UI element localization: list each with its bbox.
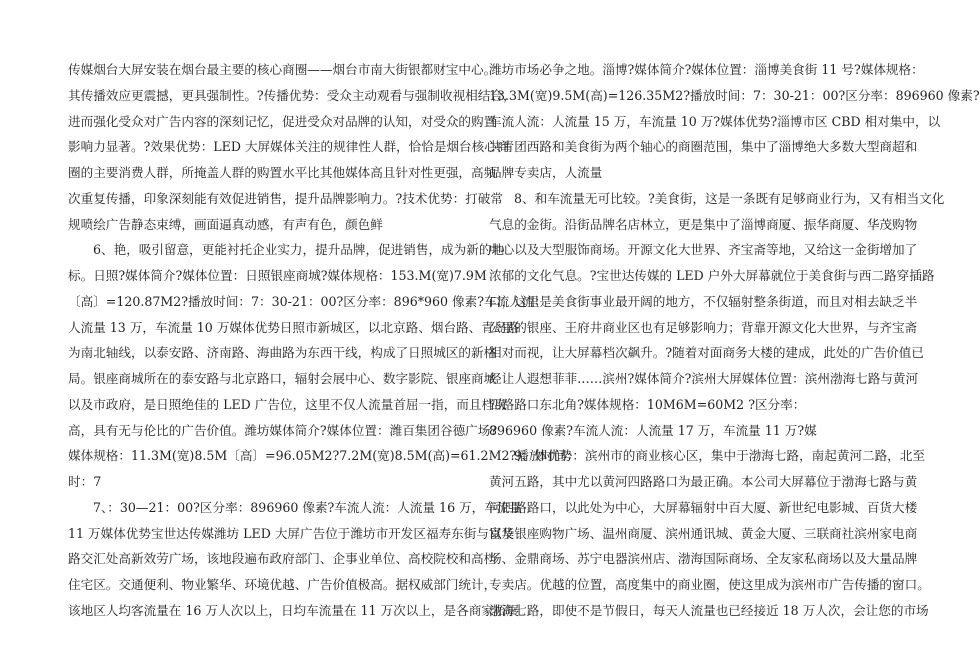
text-line: 河四路路口，以此处为中心，大屏幕辐射中百大厦、新世纪电影城、百货大楼 bbox=[489, 499, 918, 515]
text-line: 该地区人均客流量在 16 万人次以上，日均车流量在 11 万次以上，是各商家拓展 bbox=[68, 602, 520, 618]
text-line: 影响力显著。?效果优势：LED 大屏媒体关注的规律性人群，恰恰是烟台核心商 bbox=[68, 139, 510, 155]
text-line: 〔高〕=120.87M2?播放时间：7：30-21：00?区分率：896*960 像素?车流人流： bbox=[68, 293, 547, 309]
text-line: 进而强化受众对广告内容的深刻记忆，促进受众对品牌的认知，对受众的购置 bbox=[68, 113, 497, 129]
text-line: 浓郁的文化气息。?宝世达传媒的 LED 户外大屏幕就位于美食街与西二路穿插路 bbox=[489, 268, 935, 283]
text-line: 车流人流：人流量 15 万，车流量 10 万?媒体优势?淄博市区 CBD 相对集中，以 bbox=[489, 113, 941, 129]
text-line: 中心以及大型服饰商场。开源文化大世界、齐宝斋等地，又给这一金街增加了 bbox=[489, 242, 918, 258]
text-line: 媒体规格：11.3M(宽)8.5M〔高〕=96.05M2?7.2M(宽)8.5M(高)=61.2M2?播放时间： bbox=[68, 448, 580, 464]
text-line: 渤海七路，即使不是节假日，每天人流量也已经接近 18 万人次，会让您的市场 bbox=[489, 602, 929, 618]
text-line: 次重复传播，印象深刻能有效促进销售，提升品牌影响力。?技术优势：打破常 bbox=[68, 190, 503, 206]
text-line: 经让人遐想菲菲……滨州?媒体简介?滨州大屏媒体位置：滨州渤海七路与黄河 bbox=[489, 371, 919, 386]
text-line: 共青团西路和美食街为两个轴心的商圈范围，集中了淄博绝大多数大型商超和 bbox=[489, 139, 918, 155]
text-line: 专卖店。优越的位置，高度集中的商业圈，使这里成为滨州市广告传播的窗口。 bbox=[489, 577, 930, 592]
text-line: 场、金鼎商场、苏宁电器滨州店、渤海国际商场、全友家私商场以及大量品牌 bbox=[489, 551, 918, 567]
text-line: 传媒烟台大屏安装在烟台最主要的核心商圈——烟台市南大街银都财宝中心。 bbox=[68, 62, 497, 77]
text-line: 四路路口东北角?媒体规格：10M6M=60M2 ?区分率： bbox=[489, 396, 806, 412]
text-line: 住宅区。交通便利、物业繁华、环境优越、广告价值极高。据权威部门统计， bbox=[68, 577, 497, 592]
text-line: 标。日照?媒体简介?媒体位置：日照银座商城?媒体规格：153.M(宽)7.9M bbox=[68, 268, 487, 283]
text-line: 规喷绘广告静态束缚，画面逼真动感，有声有色，颜色鲜 bbox=[68, 216, 383, 232]
text-line: 路交汇处高新效劳广场，该地段遍布政府部门、企事业单位、高校院校和高档 bbox=[68, 551, 497, 567]
right-text-column bbox=[489, 57, 980, 624]
text-line: 896960 像素?车流人流：人流量 17 万，车流量 11 万?媒 bbox=[489, 422, 817, 438]
text-line: 以及市政府，是日照绝佳的 LED 广告位，这里不仅人流量首屈一指，而且档次 bbox=[68, 396, 507, 412]
text-line: 6、艳，吸引留意，更能衬托企业实力，提升品牌，促进销售，成为新的地 bbox=[93, 242, 505, 258]
text-line: 7、：30—21：00?区分率：896960 像素?车流人流：人流量 16 万，车流量 bbox=[93, 499, 523, 515]
text-line: 圈的主要消费人群，所掩盖人群的购置水平比其他媒体高且针对性更强，高频 bbox=[68, 165, 497, 180]
text-line: 气息的金街。沿街品牌名店林立，更是集中了淄博商厦、振华商厦、华茂购物 bbox=[489, 216, 918, 232]
text-line: 以及银座购物广场、温州商厦、滨州通讯城、黄金大厦、三联商社滨州家电商 bbox=[489, 525, 918, 541]
text-line: 8、和车流量无可比较。?美食街，这是一条既有足够商业行为，又有相当文化 bbox=[514, 190, 945, 206]
text-line: 人流量 13 万，车流量 10 万媒体优势日照市新城区，以北京路、烟台路、青岛路 bbox=[68, 319, 520, 335]
text-line: 局。银座商城所在的泰安路与北京路口，辐射会展中心、数字影院、银座商城 bbox=[68, 371, 497, 386]
text-line: 9、体优势：滨州市的商业核心区，集中于渤海七路，南起黄河二路，北至 bbox=[514, 448, 926, 464]
text-line: 黄河五路，其中尤以黄河四路路口为最正确。本公司大屏幕位于渤海七路与黄 bbox=[489, 474, 918, 489]
text-line: 相对而视，让大屏幕档次飙升。?随着对面商务大楼的建成，此处的广告价值已 bbox=[489, 345, 924, 361]
text-line: 品牌专卖店，人流量 bbox=[489, 165, 603, 180]
text-line: 时：7 bbox=[68, 474, 102, 489]
text-line: 为南北轴线，以泰安路、济南路、海曲路为东西干线，构成了日照城区的新格 bbox=[68, 345, 497, 361]
text-line: 其传播效应更震撼，更具强制性。?传播优势：受众主动观看与强制收视相结合， bbox=[68, 87, 516, 103]
text-line: 公里的银座、王府井商业区也有足够影响力；背靠开源文化大世界，与齐宝斋 bbox=[489, 319, 918, 335]
text-line: 口，这里是美食街事业最开阔的地方，不仅辐射整条街道，而且对相去缺乏半 bbox=[489, 293, 918, 309]
text-line: 潍坊市场必争之地。淄博?媒体简介?媒体位置：淄博美食街 11 号?媒体规格： bbox=[489, 62, 924, 77]
text-line: 13.3M(宽)9.5M(高)=126.35M2?播放时间：7：30-21：00?区分率：896960 像素? bbox=[489, 87, 980, 103]
text-line: 11 万媒体优势宝世达传媒潍坊 LED 大屏广告位于潍坊市开发区福寿东街与富华 bbox=[68, 525, 515, 541]
text-line: 高，具有无与伦比的广告价值。潍坊媒体简介?媒体位置：潍百集团谷德广场? bbox=[68, 422, 498, 438]
